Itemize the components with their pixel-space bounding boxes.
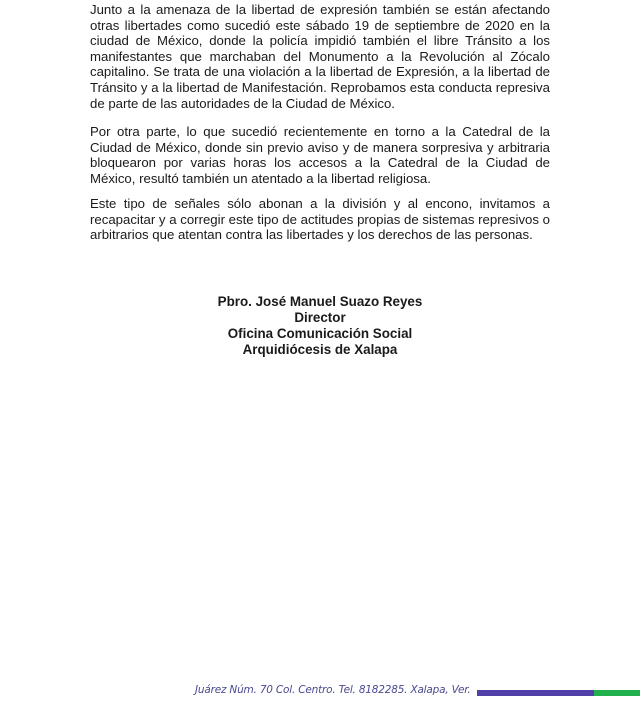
signatory-office: Oficina Comunicación Social [227,326,413,341]
signatory-name: Pbro. José Manuel Suazo Reyes [217,294,423,309]
body-paragraph-1: Junto a la amenaza de la libertad de expresión también se están afectando otras libertades como sucedió este sábado 19 de septiembre de 2020 en la ciudad de México, donde la policía impidió también el libre Tránsito a los manifestantes que marchaban del Monumento a la Revolución al Zócalo capitalino. Se trata de una violación a la libertad de Expresión, a la libertad de Tránsito y a la libertad de Manifestación. Reprobamos esta conducta represiva de parte de las autoridades de la Ciudad de México. [90,2,550,111]
footer-accent-bar-purple [477,690,594,696]
body-paragraph-2: Por otra parte, lo que sucedió recientemente en torno a la Catedral de la Ciudad de México, donde sin previo aviso y de manera sorpresiva y arbitraria bloquearon por varias horas los accesos a la Catedral de la Ciudad de México, resultó también un atentado a la libertad religiosa. [90,124,550,186]
footer-accent-bar-green [594,690,640,696]
footer-address: Juárez Núm. 70 Col. Centro. Tel. 8182285. Xalapa, Ver. [195,684,471,696]
signatory-organization: Arquidiócesis de Xalapa [242,342,398,357]
body-paragraph-3: Este tipo de señales sólo abonan a la división y al encono, invitamos a recapacitar y a corregir este tipo de actitudes propias de sistemas represivos o arbitrarios que atentan contra las libertades y los derechos de las personas. [90,196,550,243]
signatory-title: Director [294,310,346,325]
signature-block [0,294,640,358]
